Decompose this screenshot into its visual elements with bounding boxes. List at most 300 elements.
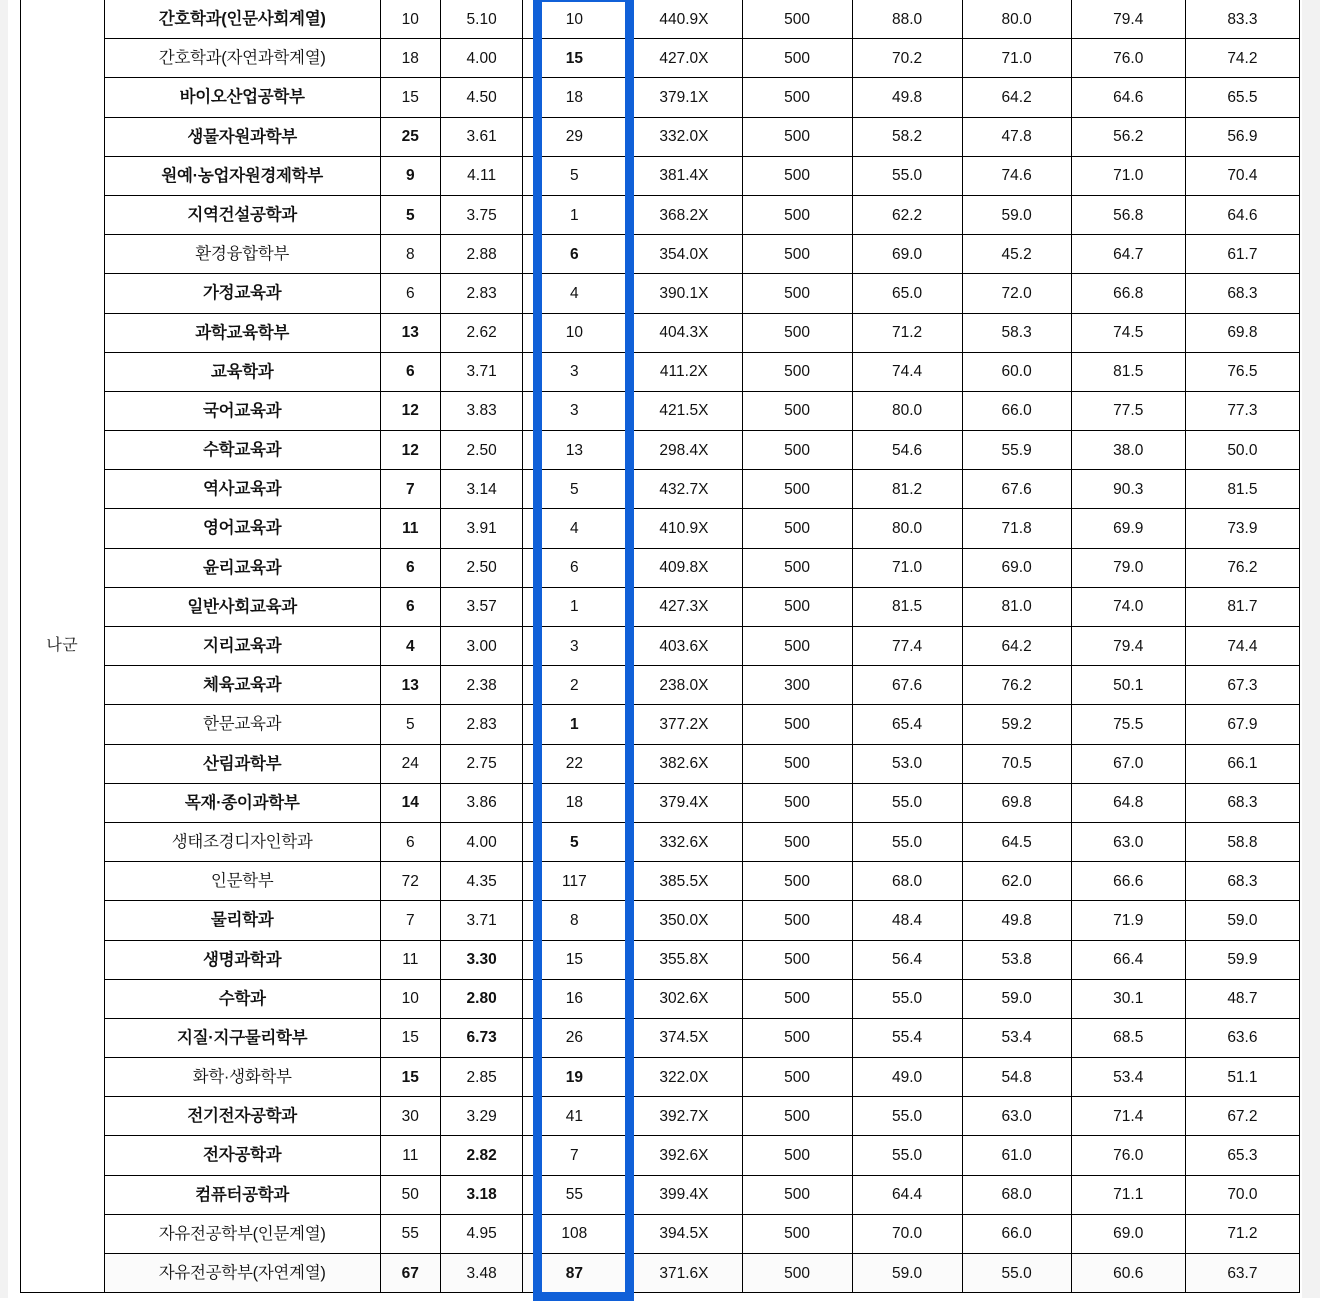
department-name-cell: 원예·농업자원경제학부 [104,156,380,195]
cutline-score-cell: 71.9 [1071,901,1185,940]
percentile-50-cell: 69.8 [962,783,1071,822]
department-name-cell: 간호학과(인문사회계열) [104,0,380,39]
table-row [21,78,1300,117]
additional-pass-count-cell: 15 [523,940,626,979]
full-score-cell: 500 [742,313,852,352]
full-score-cell: 500 [742,1254,852,1293]
department-name-cell: 목재·종이과학부 [104,783,380,822]
department-name-cell: 체육교육과 [104,666,380,705]
average-score-cell: 69.8 [1185,313,1299,352]
cutline-score-cell: 60.6 [1071,1254,1185,1293]
percentile-50-cell: 76.2 [962,666,1071,705]
cutline-score-cell: 64.7 [1071,235,1185,274]
percentile-70-cell: 55.0 [852,1097,962,1136]
additional-pass-count-cell: 10 [523,0,626,39]
cutline-score-cell: 77.5 [1071,391,1185,430]
average-score-cell: 81.7 [1185,587,1299,626]
full-score-cell: 500 [742,627,852,666]
converted-score-cell: 332.6X [626,822,742,861]
cutline-score-cell: 79.4 [1071,627,1185,666]
recruitment-quota-cell: 10 [380,0,440,39]
additional-pass-count-cell: 108 [523,1214,626,1253]
table-row [21,744,1300,783]
full-score-cell: 500 [742,78,852,117]
converted-score-cell: 298.4X [626,431,742,470]
competition-ratio-cell: 4.95 [440,1214,523,1253]
cutline-score-cell: 81.5 [1071,352,1185,391]
recruitment-quota-cell: 7 [380,901,440,940]
additional-pass-count-cell: 1 [523,705,626,744]
recruitment-quota-cell: 15 [380,1018,440,1057]
percentile-70-cell: 55.0 [852,979,962,1018]
department-name-cell: 지질·지구물리학부 [104,1018,380,1057]
percentile-50-cell: 72.0 [962,274,1071,313]
percentile-50-cell: 55.9 [962,431,1071,470]
percentile-70-cell: 55.0 [852,156,962,195]
percentile-70-cell: 80.0 [852,509,962,548]
recruitment-quota-cell: 4 [380,627,440,666]
percentile-70-cell: 65.0 [852,274,962,313]
percentile-50-cell: 49.8 [962,901,1071,940]
department-name-cell: 컴퓨터공학과 [104,1175,380,1214]
recruitment-quota-cell: 14 [380,783,440,822]
percentile-50-cell: 47.8 [962,117,1071,156]
recruitment-quota-cell: 13 [380,666,440,705]
percentile-50-cell: 59.0 [962,195,1071,234]
percentile-70-cell: 55.0 [852,822,962,861]
average-score-cell: 65.3 [1185,1136,1299,1175]
department-name-cell: 가정교육과 [104,274,380,313]
converted-score-cell: 427.3X [626,587,742,626]
department-name-cell: 화학·생화학부 [104,1058,380,1097]
recruitment-quota-cell: 12 [380,431,440,470]
table-row [21,431,1300,470]
average-score-cell: 68.3 [1185,783,1299,822]
page-gutter-right [1302,0,1320,1298]
percentile-70-cell: 55.4 [852,1018,962,1057]
competition-ratio-cell: 3.30 [440,940,523,979]
average-score-cell: 77.3 [1185,391,1299,430]
average-score-cell: 59.9 [1185,940,1299,979]
converted-score-cell: 374.5X [626,1018,742,1057]
average-score-cell: 67.3 [1185,666,1299,705]
percentile-50-cell: 69.0 [962,548,1071,587]
competition-ratio-cell: 2.83 [440,274,523,313]
table-row [21,1018,1300,1057]
cutline-score-cell: 67.0 [1071,744,1185,783]
full-score-cell: 500 [742,117,852,156]
competition-ratio-cell: 3.71 [440,901,523,940]
cutline-score-cell: 69.0 [1071,1214,1185,1253]
full-score-cell: 500 [742,391,852,430]
competition-ratio-cell: 2.83 [440,705,523,744]
percentile-70-cell: 70.2 [852,39,962,78]
recruitment-quota-cell: 6 [380,548,440,587]
table-row [21,587,1300,626]
average-score-cell: 50.0 [1185,431,1299,470]
percentile-70-cell: 88.0 [852,0,962,39]
recruitment-quota-cell: 6 [380,587,440,626]
department-name-cell: 한문교육과 [104,705,380,744]
table-row [21,901,1300,940]
competition-ratio-cell: 4.00 [440,822,523,861]
competition-ratio-cell: 3.83 [440,391,523,430]
recruitment-quota-cell: 11 [380,940,440,979]
full-score-cell: 500 [742,470,852,509]
converted-score-cell: 332.0X [626,117,742,156]
percentile-50-cell: 59.2 [962,705,1071,744]
average-score-cell: 70.4 [1185,156,1299,195]
additional-pass-count-cell: 16 [523,979,626,1018]
full-score-cell: 500 [742,274,852,313]
cutline-score-cell: 64.6 [1071,78,1185,117]
cutline-score-cell: 71.0 [1071,156,1185,195]
percentile-50-cell: 60.0 [962,352,1071,391]
average-score-cell: 67.2 [1185,1097,1299,1136]
competition-ratio-cell: 3.71 [440,352,523,391]
converted-score-cell: 392.7X [626,1097,742,1136]
percentile-70-cell: 71.0 [852,548,962,587]
additional-pass-count-cell: 15 [523,39,626,78]
table-row [21,509,1300,548]
converted-score-cell: 377.2X [626,705,742,744]
average-score-cell: 59.0 [1185,901,1299,940]
percentile-50-cell: 68.0 [962,1175,1071,1214]
recruitment-quota-cell: 11 [380,1136,440,1175]
department-name-cell: 수학과 [104,979,380,1018]
full-score-cell: 500 [742,352,852,391]
competition-ratio-cell: 2.50 [440,431,523,470]
competition-ratio-cell: 3.18 [440,1175,523,1214]
department-name-cell: 인문학부 [104,862,380,901]
percentile-70-cell: 77.4 [852,627,962,666]
competition-ratio-cell: 4.00 [440,39,523,78]
additional-pass-count-cell: 5 [523,156,626,195]
percentile-70-cell: 53.0 [852,744,962,783]
competition-ratio-cell: 2.62 [440,313,523,352]
table-row [21,1175,1300,1214]
admissions-table-container [20,0,1300,1293]
converted-score-cell: 403.6X [626,627,742,666]
average-score-cell: 56.9 [1185,117,1299,156]
percentile-50-cell: 58.3 [962,313,1071,352]
percentile-50-cell: 55.0 [962,1254,1071,1293]
recruitment-quota-cell: 6 [380,274,440,313]
average-score-cell: 63.7 [1185,1254,1299,1293]
average-score-cell: 76.5 [1185,352,1299,391]
percentile-50-cell: 66.0 [962,1214,1071,1253]
average-score-cell: 67.9 [1185,705,1299,744]
percentile-50-cell: 53.4 [962,1018,1071,1057]
full-score-cell: 500 [742,901,852,940]
department-name-cell: 수학교육과 [104,431,380,470]
percentile-50-cell: 54.8 [962,1058,1071,1097]
additional-pass-count-cell: 3 [523,391,626,430]
cutline-score-cell: 38.0 [1071,431,1185,470]
full-score-cell: 500 [742,195,852,234]
department-name-cell: 일반사회교육과 [104,587,380,626]
department-name-cell: 물리학과 [104,901,380,940]
admissions-results-table [20,0,1300,1293]
table-row [21,1136,1300,1175]
converted-score-cell: 379.4X [626,783,742,822]
recruitment-quota-cell: 15 [380,78,440,117]
recruitment-quota-cell: 6 [380,822,440,861]
percentile-70-cell: 67.6 [852,666,962,705]
recruitment-quota-cell: 7 [380,470,440,509]
average-score-cell: 64.6 [1185,195,1299,234]
converted-score-cell: 350.0X [626,901,742,940]
additional-pass-count-cell: 117 [523,862,626,901]
full-score-cell: 500 [742,822,852,861]
department-name-cell: 생명과학과 [104,940,380,979]
department-name-cell: 교육학과 [104,352,380,391]
percentile-50-cell: 61.0 [962,1136,1071,1175]
recruitment-quota-cell: 10 [380,979,440,1018]
competition-ratio-cell: 3.48 [440,1254,523,1293]
competition-ratio-cell: 6.73 [440,1018,523,1057]
table-row [21,940,1300,979]
cutline-score-cell: 75.5 [1071,705,1185,744]
full-score-cell: 500 [742,1097,852,1136]
converted-score-cell: 382.6X [626,744,742,783]
competition-ratio-cell: 4.50 [440,78,523,117]
recruitment-quota-cell: 6 [380,352,440,391]
competition-ratio-cell: 2.75 [440,744,523,783]
percentile-70-cell: 55.0 [852,1136,962,1175]
cutline-score-cell: 68.5 [1071,1018,1185,1057]
additional-pass-count-cell: 6 [523,548,626,587]
converted-score-cell: 371.6X [626,1254,742,1293]
cutline-score-cell: 64.8 [1071,783,1185,822]
percentile-70-cell: 80.0 [852,391,962,430]
recruitment-quota-cell: 5 [380,705,440,744]
percentile-70-cell: 64.4 [852,1175,962,1214]
department-name-cell: 전기전자공학과 [104,1097,380,1136]
full-score-cell: 500 [742,1058,852,1097]
converted-score-cell: 368.2X [626,195,742,234]
full-score-cell: 500 [742,548,852,587]
competition-ratio-cell: 3.14 [440,470,523,509]
percentile-50-cell: 64.2 [962,627,1071,666]
competition-ratio-cell: 3.61 [440,117,523,156]
average-score-cell: 58.8 [1185,822,1299,861]
additional-pass-count-cell: 7 [523,1136,626,1175]
full-score-cell: 500 [742,0,852,39]
full-score-cell: 500 [742,862,852,901]
percentile-50-cell: 81.0 [962,587,1071,626]
recruitment-quota-cell: 55 [380,1214,440,1253]
department-name-cell: 생물자원과학부 [104,117,380,156]
department-name-cell: 산림과학부 [104,744,380,783]
converted-score-cell: 355.8X [626,940,742,979]
percentile-70-cell: 48.4 [852,901,962,940]
percentile-70-cell: 69.0 [852,235,962,274]
cutline-score-cell: 66.4 [1071,940,1185,979]
additional-pass-count-cell: 5 [523,470,626,509]
table-row [21,548,1300,587]
department-name-cell: 전자공학과 [104,1136,380,1175]
percentile-50-cell: 59.0 [962,979,1071,1018]
average-score-cell: 61.7 [1185,235,1299,274]
cutline-score-cell: 76.0 [1071,39,1185,78]
full-score-cell: 500 [742,1175,852,1214]
additional-pass-count-cell: 2 [523,666,626,705]
percentile-70-cell: 55.0 [852,783,962,822]
recruitment-quota-cell: 12 [380,391,440,430]
table-row [21,666,1300,705]
full-score-cell: 500 [742,783,852,822]
competition-ratio-cell: 3.00 [440,627,523,666]
average-score-cell: 74.2 [1185,39,1299,78]
converted-score-cell: 427.0X [626,39,742,78]
additional-pass-count-cell: 3 [523,627,626,666]
full-score-cell: 500 [742,156,852,195]
competition-ratio-cell: 3.86 [440,783,523,822]
cutline-score-cell: 56.8 [1071,195,1185,234]
percentile-50-cell: 62.0 [962,862,1071,901]
converted-score-cell: 394.5X [626,1214,742,1253]
competition-ratio-cell: 4.35 [440,862,523,901]
full-score-cell: 500 [742,940,852,979]
full-score-cell: 500 [742,509,852,548]
competition-ratio-cell: 3.29 [440,1097,523,1136]
cutline-score-cell: 30.1 [1071,979,1185,1018]
percentile-50-cell: 71.0 [962,39,1071,78]
competition-ratio-cell: 3.91 [440,509,523,548]
table-row [21,627,1300,666]
converted-score-cell: 432.7X [626,470,742,509]
table-row [21,156,1300,195]
department-name-cell: 간호학과(자연과학계열) [104,39,380,78]
admission-group-cell: 나군 [21,0,105,1293]
percentile-70-cell: 49.0 [852,1058,962,1097]
percentile-70-cell: 62.2 [852,195,962,234]
full-score-cell: 500 [742,1018,852,1057]
percentile-50-cell: 74.6 [962,156,1071,195]
full-score-cell: 500 [742,1214,852,1253]
table-row [21,235,1300,274]
additional-pass-count-cell: 18 [523,783,626,822]
table-row [21,117,1300,156]
average-score-cell: 73.9 [1185,509,1299,548]
average-score-cell: 71.2 [1185,1214,1299,1253]
additional-pass-count-cell: 55 [523,1175,626,1214]
department-name-cell: 자유전공학부(인문계열) [104,1214,380,1253]
table-row [21,979,1300,1018]
converted-score-cell: 322.0X [626,1058,742,1097]
cutline-score-cell: 66.8 [1071,274,1185,313]
percentile-50-cell: 45.2 [962,235,1071,274]
department-name-cell: 지역건설공학과 [104,195,380,234]
average-score-cell: 81.5 [1185,470,1299,509]
additional-pass-count-cell: 19 [523,1058,626,1097]
competition-ratio-cell: 4.11 [440,156,523,195]
recruitment-quota-cell: 25 [380,117,440,156]
percentile-50-cell: 67.6 [962,470,1071,509]
table-row [21,862,1300,901]
additional-pass-count-cell: 1 [523,587,626,626]
table-row [21,391,1300,430]
department-name-cell: 국어교육과 [104,391,380,430]
table-row [21,822,1300,861]
table-row [21,1097,1300,1136]
recruitment-quota-cell: 8 [380,235,440,274]
full-score-cell: 500 [742,1136,852,1175]
cutline-score-cell: 53.4 [1071,1058,1185,1097]
cutline-score-cell: 50.1 [1071,666,1185,705]
average-score-cell: 51.1 [1185,1058,1299,1097]
percentile-70-cell: 81.2 [852,470,962,509]
full-score-cell: 500 [742,431,852,470]
recruitment-quota-cell: 5 [380,195,440,234]
converted-score-cell: 379.1X [626,78,742,117]
table-row [21,0,1300,39]
competition-ratio-cell: 2.82 [440,1136,523,1175]
additional-pass-count-cell: 41 [523,1097,626,1136]
table-row [21,195,1300,234]
table-row [21,352,1300,391]
percentile-50-cell: 64.2 [962,78,1071,117]
percentile-50-cell: 71.8 [962,509,1071,548]
recruitment-quota-cell: 50 [380,1175,440,1214]
full-score-cell: 500 [742,744,852,783]
cutline-score-cell: 74.0 [1071,587,1185,626]
table-row [21,705,1300,744]
converted-score-cell: 409.8X [626,548,742,587]
additional-pass-count-cell: 22 [523,744,626,783]
converted-score-cell: 385.5X [626,862,742,901]
cutline-score-cell: 79.0 [1071,548,1185,587]
converted-score-cell: 381.4X [626,156,742,195]
recruitment-quota-cell: 18 [380,39,440,78]
cutline-score-cell: 76.0 [1071,1136,1185,1175]
converted-score-cell: 411.2X [626,352,742,391]
average-score-cell: 83.3 [1185,0,1299,39]
average-score-cell: 65.5 [1185,78,1299,117]
additional-pass-count-cell: 87 [523,1254,626,1293]
converted-score-cell: 392.6X [626,1136,742,1175]
additional-pass-count-cell: 3 [523,352,626,391]
competition-ratio-cell: 2.85 [440,1058,523,1097]
admissions-table-body [21,0,1300,1293]
department-name-cell: 지리교육과 [104,627,380,666]
average-score-cell: 76.2 [1185,548,1299,587]
page-gutter-left [0,0,8,1298]
competition-ratio-cell: 5.10 [440,0,523,39]
department-name-cell: 역사교육과 [104,470,380,509]
table-row [21,783,1300,822]
additional-pass-count-cell: 8 [523,901,626,940]
percentile-70-cell: 81.5 [852,587,962,626]
cutline-score-cell: 66.6 [1071,862,1185,901]
average-score-cell: 63.6 [1185,1018,1299,1057]
percentile-70-cell: 58.2 [852,117,962,156]
department-name-cell: 바이오산업공학부 [104,78,380,117]
percentile-50-cell: 64.5 [962,822,1071,861]
cutline-score-cell: 63.0 [1071,822,1185,861]
full-score-cell: 300 [742,666,852,705]
converted-score-cell: 238.0X [626,666,742,705]
percentile-70-cell: 68.0 [852,862,962,901]
average-score-cell: 74.4 [1185,627,1299,666]
average-score-cell: 48.7 [1185,979,1299,1018]
department-name-cell: 과학교육학부 [104,313,380,352]
percentile-70-cell: 56.4 [852,940,962,979]
additional-pass-count-cell: 18 [523,78,626,117]
department-name-cell: 자유전공학부(자연계열) [104,1254,380,1293]
additional-pass-count-cell: 5 [523,822,626,861]
